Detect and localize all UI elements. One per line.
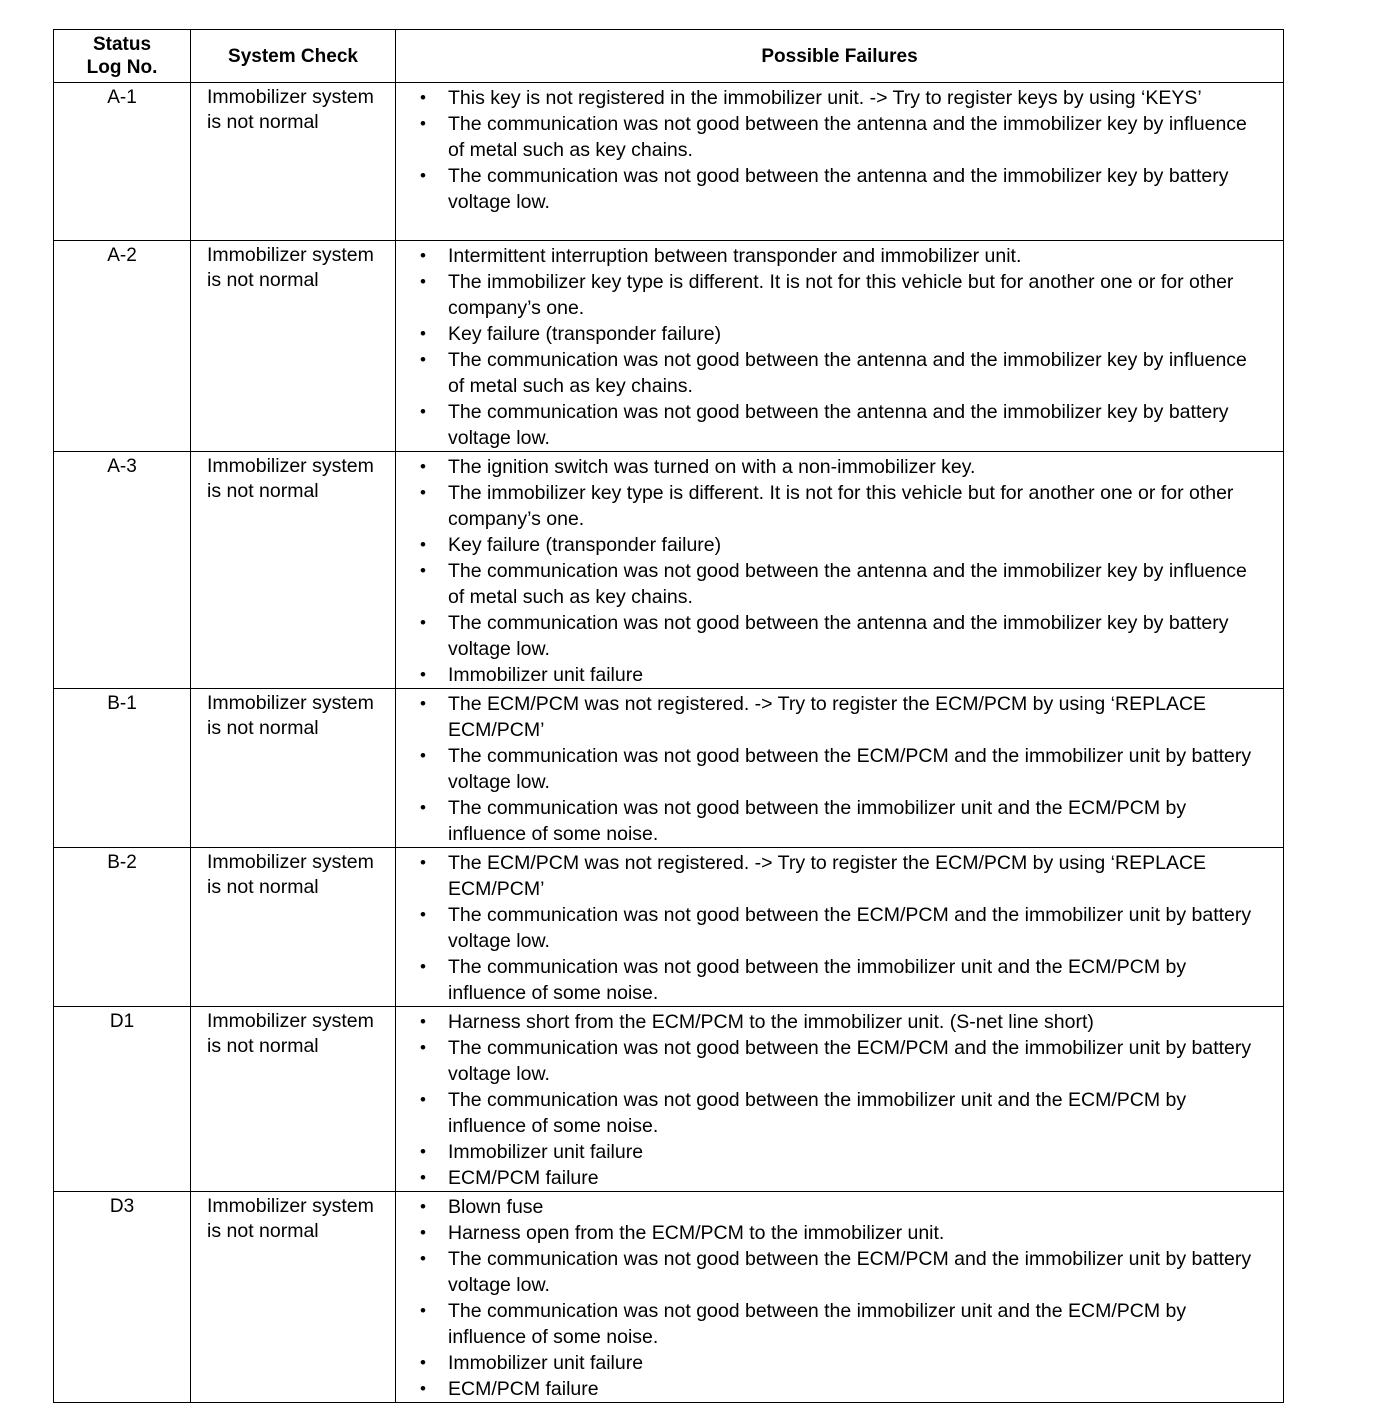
- failure-list-item: • Harness open from the ECM/PCM to the immobilizer unit.: [418, 1220, 1267, 1246]
- failure-list-item: • The communication was not good between the antenna and the immobilizer key by influence of metal such as key chains.: [418, 347, 1267, 399]
- system-check-cell: Immobilizer system is not normal: [191, 83, 396, 241]
- system-check-cell: Immobilizer system is not normal: [191, 1007, 396, 1192]
- failure-list-item: • The communication was not good between the ECM/PCM and the immobilizer unit by battery voltage low.: [418, 743, 1267, 795]
- possible-failures-cell: [396, 1007, 1284, 1192]
- failure-list-item: • ECM/PCM failure: [418, 1165, 1267, 1191]
- failure-list: [418, 85, 1267, 215]
- failure-list-item: • Harness short from the ECM/PCM to the immobilizer unit. (S-net line short): [418, 1009, 1267, 1035]
- status-log-table: [53, 29, 1284, 1403]
- failure-list-item: • The ECM/PCM was not registered. -> Try to register the ECM/PCM by using ‘REPLACE ECM/PCM’: [418, 850, 1267, 902]
- failure-list-item: • The ECM/PCM was not registered. -> Try to register the ECM/PCM by using ‘REPLACE ECM/PCM’: [418, 691, 1267, 743]
- failure-list-item: • The communication was not good between the antenna and the immobilizer key by battery voltage low.: [418, 163, 1267, 215]
- status-log-no-cell: B-1: [54, 689, 191, 848]
- failure-list-item: • The communication was not good between the immobilizer unit and the ECM/PCM by influence of some noise.: [418, 795, 1267, 847]
- failure-list-item: • The ignition switch was turned on with a non-immobilizer key.: [418, 454, 1267, 480]
- failure-list: [418, 691, 1267, 847]
- failure-list-item: • The immobilizer key type is different. It is not for this vehicle but for another one or for other company’s one.: [418, 269, 1267, 321]
- failure-list-item: • The communication was not good between the immobilizer unit and the ECM/PCM by influence of some noise.: [418, 1087, 1267, 1139]
- table-row: [54, 1192, 1284, 1403]
- system-check-cell: Immobilizer system is not normal: [191, 241, 396, 452]
- possible-failures-cell: [396, 452, 1284, 689]
- failure-list-item: • Blown fuse: [418, 1194, 1267, 1220]
- possible-failures-cell: [396, 848, 1284, 1007]
- failure-list-item: • The communication was not good between the immobilizer unit and the ECM/PCM by influence of some noise.: [418, 1298, 1267, 1350]
- failure-list: [418, 1194, 1267, 1402]
- failure-list: [418, 243, 1267, 451]
- failure-list-item: • Immobilizer unit failure: [418, 1139, 1267, 1165]
- header-status-log-no: Status Log No.: [54, 30, 191, 83]
- table-row: [54, 83, 1284, 241]
- system-check-cell: Immobilizer system is not normal: [191, 452, 396, 689]
- possible-failures-cell: [396, 83, 1284, 241]
- failure-list-item: • The communication was not good between the antenna and the immobilizer key by battery voltage low.: [418, 610, 1267, 662]
- table-body: [54, 83, 1284, 1403]
- failure-list-item: • Key failure (transponder failure): [418, 532, 1267, 558]
- header-possible-failures: Possible Failures: [396, 30, 1284, 83]
- table-row: [54, 241, 1284, 452]
- possible-failures-cell: [396, 689, 1284, 848]
- failure-list-item: • The communication was not good between the ECM/PCM and the immobilizer unit by battery voltage low.: [418, 902, 1267, 954]
- header-system-check: System Check: [191, 30, 396, 83]
- failure-list: [418, 454, 1267, 688]
- system-check-cell: Immobilizer system is not normal: [191, 1192, 396, 1403]
- table-row: [54, 452, 1284, 689]
- table-row: [54, 848, 1284, 1007]
- failure-list-item: • This key is not registered in the immobilizer unit. -> Try to register keys by using ‘KEYS’: [418, 85, 1267, 111]
- status-log-no-cell: D1: [54, 1007, 191, 1192]
- failure-list-item: • ECM/PCM failure: [418, 1376, 1267, 1402]
- failure-list-item: • The communication was not good between the immobilizer unit and the ECM/PCM by influence of some noise.: [418, 954, 1267, 1006]
- failure-list-item: • The communication was not good between the antenna and the immobilizer key by influence of metal such as key chains.: [418, 558, 1267, 610]
- system-check-cell: Immobilizer system is not normal: [191, 689, 396, 848]
- table-row: [54, 1007, 1284, 1192]
- status-log-no-cell: A-2: [54, 241, 191, 452]
- failure-list: [418, 1009, 1267, 1191]
- table-header-row: [54, 30, 1284, 83]
- failure-list-item: • Immobilizer unit failure: [418, 662, 1267, 688]
- possible-failures-cell: [396, 241, 1284, 452]
- system-check-cell: Immobilizer system is not normal: [191, 848, 396, 1007]
- status-log-no-cell: A-1: [54, 83, 191, 241]
- status-log-no-cell: B-2: [54, 848, 191, 1007]
- failure-list-item: • The communication was not good between the ECM/PCM and the immobilizer unit by battery voltage low.: [418, 1035, 1267, 1087]
- failure-list-item: • The communication was not good between the antenna and the immobilizer key by influence of metal such as key chains.: [418, 111, 1267, 163]
- possible-failures-cell: [396, 1192, 1284, 1403]
- failure-list-item: • The immobilizer key type is different. It is not for this vehicle but for another one or for other company’s one.: [418, 480, 1267, 532]
- failure-list-item: • Intermittent interruption between transponder and immobilizer unit.: [418, 243, 1267, 269]
- failure-list-item: • The communication was not good between the ECM/PCM and the immobilizer unit by battery voltage low.: [418, 1246, 1267, 1298]
- failure-list-item: • Key failure (transponder failure): [418, 321, 1267, 347]
- failure-list-item: • Immobilizer unit failure: [418, 1350, 1267, 1376]
- failure-list: [418, 850, 1267, 1006]
- table-row: [54, 689, 1284, 848]
- status-log-no-cell: D3: [54, 1192, 191, 1403]
- failure-list-item: • The communication was not good between the antenna and the immobilizer key by battery voltage low.: [418, 399, 1267, 451]
- status-log-no-cell: A-3: [54, 452, 191, 689]
